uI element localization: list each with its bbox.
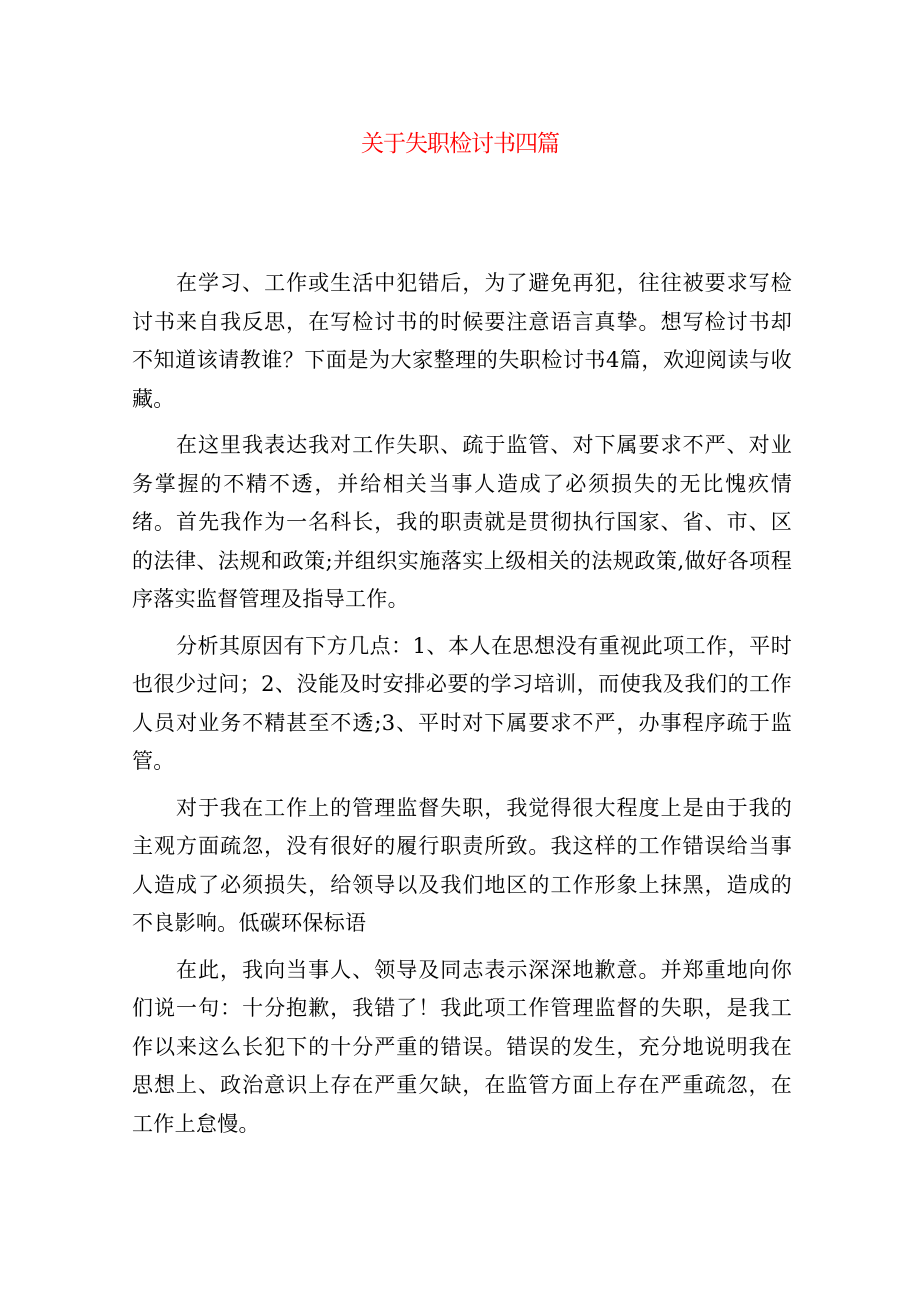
paragraph-statement: 在这里我表达我对工作失职、疏于监管、对下属要求不严、对业务掌握的不精不透，并给相关当事人造成了必须损失的无比愧疚情绪。首先我作为一名科长，我的职责就是贯彻执行国家、省、市、区的法律、法规和政策;并组织实施落实上级相关的法规政策,做好各项程序落实监督管理及指导工作。 [132,433,792,611]
document-body [132,264,792,1151]
paragraph-reasons: 分析其原因有下方几点：1、本人在思想没有重视此项工作，平时也很少过问；2、没能及时安排必要的学习培训，而使我及我们的工作人员对业务不精甚至不透;3、平时对下属要求不严，办事程序疏于监管。 [132,633,792,773]
paragraph-consequences: 对于我在工作上的管理监督失职，我觉得很大程度上是由于我的主观方面疏忽，没有很好的履行职责所致。我这样的工作错误给当事人造成了必须损失，给领导以及我们地区的工作形象上抹黑，造成的不良影响。低碳环保标语 [132,795,792,935]
document-title: 关于失职检讨书四篇 [361,131,559,157]
paragraph-apology: 在此，我向当事人、领导及同志表示深深地歉意。并郑重地向你们说一句：十分抱歉，我错了！我此项工作管理监督的失职，是我工作以来这么长犯下的十分严重的错误。错误的发生，充分地说明我在思想上、政治意识上存在严重欠缺，在监管方面上存在严重疏忽，在工作上怠慢。 [132,957,792,1136]
paragraph-intro: 在学习、工作或生活中犯错后，为了避免再犯，往往被要求写检讨书来自我反思，在写检讨书的时候要注意语言真挚。想写检讨书却不知道该请教谁？下面是为大家整理的失职检讨书4篇，欢迎阅读与收藏。 [132,271,792,411]
